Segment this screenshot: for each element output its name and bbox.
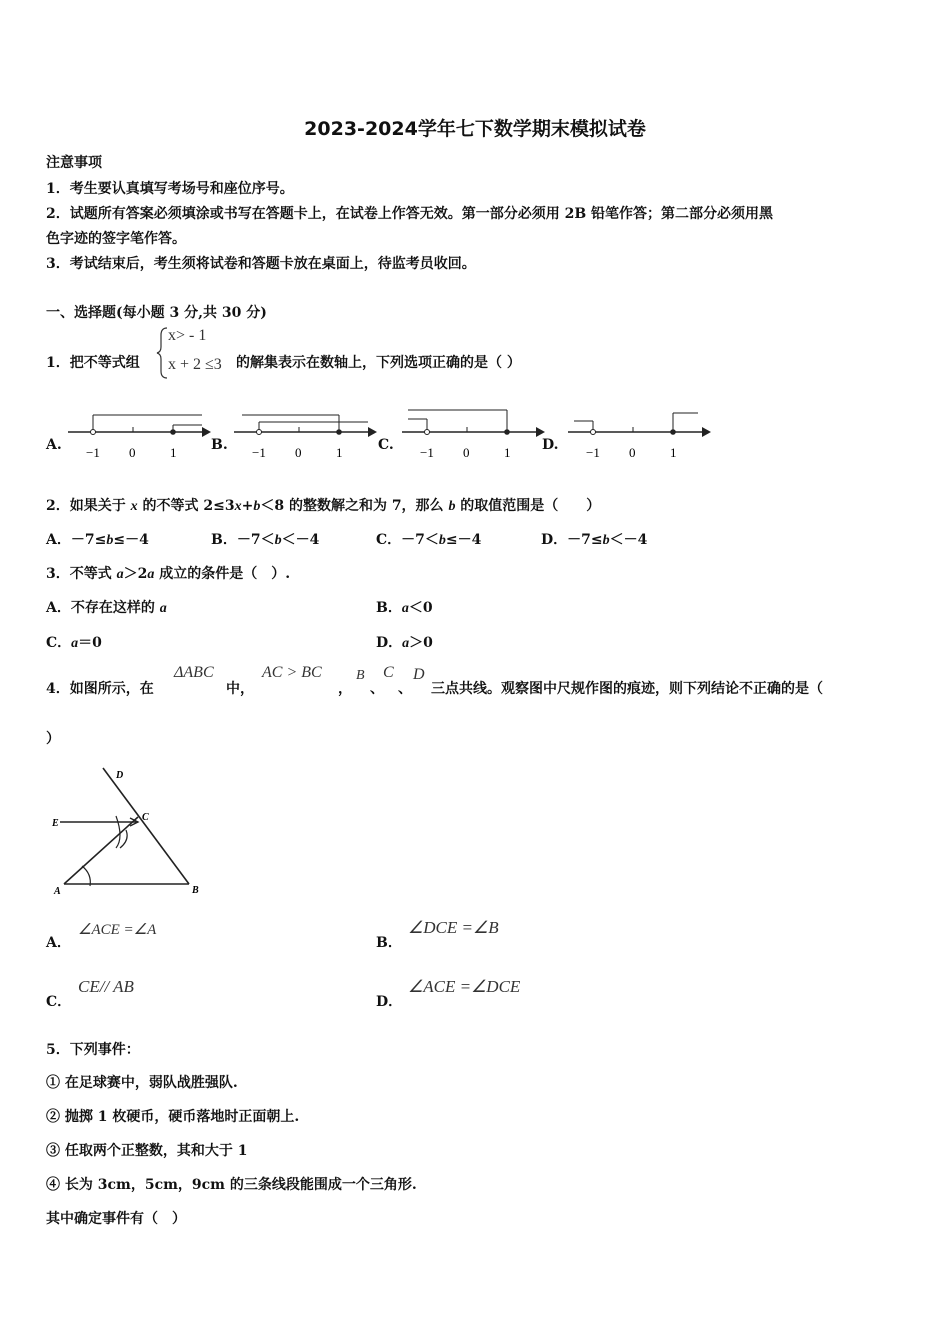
q1-suffix: 的解集表示在数轴上，下列选项正确的是（ ）: [236, 355, 521, 371]
figure-label: D: [116, 770, 124, 781]
tick-label: 1: [170, 445, 177, 460]
figure-label: E: [52, 818, 59, 829]
q4-text: ，: [338, 681, 352, 697]
q4-option-a-expr[interactable]: ∠ACE =∠A: [78, 922, 157, 938]
q5-event: ① 在足球赛中，弱队战胜强队.: [46, 1075, 238, 1091]
q3-option-d[interactable]: D．a＞0: [376, 635, 433, 651]
q4-close: ）: [46, 731, 60, 747]
q4-option-d-expr[interactable]: ∠ACE =∠DCE: [408, 977, 521, 996]
q5-event: ② 抛掷 1 枚硬币，硬币落地时正面朝上.: [46, 1109, 300, 1125]
q2-option-a[interactable]: A．－7≤b≤－4: [46, 532, 149, 548]
q4-text: 中，: [226, 681, 254, 697]
notice-item: 色字迹的签字笔作答。: [46, 231, 186, 247]
tick-label: 1: [670, 445, 677, 460]
figure-label: A: [54, 886, 61, 897]
tick-label: −1: [420, 445, 434, 460]
q4-text: 、: [398, 681, 412, 697]
q4-option-c-expr[interactable]: CE// AB: [78, 977, 134, 996]
q1-system-line2: x + 2 ≤3: [168, 356, 222, 373]
q4-text: 三点共线。观察图中尺规作图的痕迹，则下列结论不正确的是（: [431, 681, 823, 697]
q4-text: 、: [370, 681, 384, 697]
figure-label: C: [142, 812, 149, 823]
tick-label: −1: [252, 445, 266, 460]
q4-math-inequality: AC > BC: [262, 664, 322, 681]
tick-label: 0: [129, 445, 136, 460]
q2-option-c[interactable]: C．－7＜b≤－4: [376, 532, 482, 548]
q1-system-line1: x> - 1: [168, 327, 207, 344]
figure-label: B: [192, 885, 199, 896]
q1-option-d-label[interactable]: D.: [542, 437, 559, 453]
q4-option-b-expr[interactable]: ∠DCE =∠B: [408, 918, 499, 937]
q3-option-c[interactable]: C．a＝0: [46, 635, 102, 651]
q3-option-a[interactable]: A．不存在这样的 a: [46, 600, 167, 616]
tick-label: 0: [463, 445, 470, 460]
q4-option-a-label[interactable]: A．: [46, 935, 71, 951]
q4-math-b: B: [356, 668, 365, 683]
q2-stem: 2．如果关于 x 的不等式 2≤3x+b＜8 的整数解之和为 7，那么 b 的取值范围是（ ）: [46, 498, 601, 514]
q4-math-d: D: [413, 666, 425, 683]
notice-item: 1．考生要认真填写考场号和座位序号。: [46, 181, 294, 197]
q4-option-d-label[interactable]: D．: [376, 994, 403, 1010]
tick-label: −1: [86, 445, 100, 460]
notice-item: 2．试题所有答案必须填涂或书写在答题卡上，在试卷上作答无效。第一部分必须用 2B 铅笔作答；第二部分必须用黑: [46, 206, 774, 222]
q1-option-d-numberline[interactable]: [562, 405, 712, 465]
section-heading: 一、选择题(每小题 3 分,共 30 分): [46, 305, 267, 321]
q5-event: ④ 长为 3cm，5cm，9cm 的三条线段能围成一个三角形.: [46, 1177, 417, 1193]
q4-option-b-label[interactable]: B．: [376, 935, 402, 951]
tick-label: 1: [336, 445, 343, 460]
q2-option-d[interactable]: D．－7≤b＜－4: [541, 532, 648, 548]
q5-stem: 5．下列事件：: [46, 1042, 140, 1058]
q1-option-b-numberline[interactable]: [228, 405, 378, 465]
q3-stem: 3．不等式 a＞2a 成立的条件是（ ）.: [46, 566, 291, 582]
q1-prefix: 1．把不等式组: [46, 355, 140, 371]
notice-heading: 注意事项: [46, 155, 102, 171]
tick-label: 0: [295, 445, 302, 460]
q1-option-c-label[interactable]: C.: [378, 437, 394, 453]
q4-figure: [46, 760, 216, 900]
notice-item: 3．考试结束后，考生须将试卷和答题卡放在桌面上，待监考员收回。: [46, 256, 476, 272]
page-title: 2023-2024学年七下数学期末模拟试卷: [304, 118, 646, 140]
q1-option-a-label[interactable]: A.: [46, 437, 62, 453]
q3-option-b[interactable]: B．a＜0: [376, 600, 433, 616]
q4-option-c-label[interactable]: C．: [46, 994, 72, 1010]
q5-question: 其中确定事件有（ ）: [46, 1211, 186, 1227]
q5-event: ③ 任取两个正整数，其和大于 1: [46, 1143, 248, 1159]
q1-option-b-label[interactable]: B.: [211, 437, 228, 453]
q1-option-c-numberline[interactable]: [396, 405, 546, 465]
tick-label: 1: [504, 445, 511, 460]
q4-math-triangle: ΔABC: [174, 664, 214, 681]
q4-math-c: C: [383, 664, 394, 681]
q2-option-b[interactable]: B．－7＜b＜－4: [211, 532, 320, 548]
q4-prefix: 4．如图所示，在: [46, 681, 154, 697]
tick-label: −1: [586, 445, 600, 460]
tick-label: 0: [629, 445, 636, 460]
q1-option-a-numberline[interactable]: [62, 405, 212, 465]
